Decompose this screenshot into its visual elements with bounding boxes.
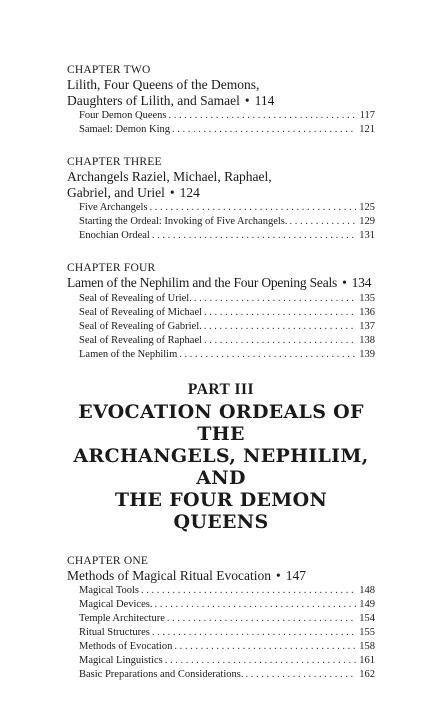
entry-page: 125 <box>359 202 375 213</box>
toc-entry[interactable] <box>67 215 375 229</box>
entry-title: Seal of Revealing of Uriel. <box>79 292 192 304</box>
entry-page: 137 <box>359 320 375 332</box>
chapter-label: CHAPTER THREE <box>67 156 162 168</box>
chapter-title-text: Gabriel, and Uriel <box>67 184 165 200</box>
entry-page: 148 <box>359 585 375 596</box>
chapter-title <box>67 77 375 108</box>
chapter-title-line <box>67 185 375 201</box>
chapter-title <box>67 169 375 200</box>
part-label: PART III <box>187 380 255 398</box>
entry-title: Samael: Demon King <box>79 124 170 135</box>
entry-list <box>67 584 375 682</box>
dot-leader <box>204 334 356 348</box>
chapter-page: 124 <box>179 184 200 200</box>
entry-title: Ritual Structures <box>79 627 150 638</box>
dot-leader <box>165 654 357 668</box>
toc-entry[interactable] <box>67 598 375 612</box>
entry-title: Seal of Revealing of Raphael <box>79 334 203 346</box>
chapter-title-text: Methods of Magical Ritual Evocation <box>67 567 271 583</box>
toc-entry[interactable] <box>67 334 375 348</box>
toc-entry[interactable] <box>67 640 375 654</box>
entry-title: Basic Preparations and Considerations. <box>79 669 244 680</box>
bullet-separator: • <box>342 275 347 290</box>
entry-title: Seal of Revealing of Gabriel. <box>79 320 202 332</box>
chapter-page: 134 <box>351 275 372 290</box>
entry-title: Four Demon Queens <box>79 110 167 121</box>
dot-leader <box>204 320 357 334</box>
chapter-title-line <box>67 275 375 291</box>
toc-entry[interactable] <box>67 229 375 243</box>
toc-entry[interactable] <box>67 668 375 682</box>
entry-title: Enochian Ordeal <box>79 230 150 241</box>
entry-title: Magical Devices. <box>79 599 153 610</box>
chapter-title <box>67 568 375 584</box>
toc-entry[interactable] <box>67 123 375 137</box>
entry-page: 131 <box>359 230 375 241</box>
part-title-line: EVOCATION ORDEALS OF THE <box>78 400 364 445</box>
entry-page: 117 <box>359 110 375 121</box>
chapter-title <box>67 275 375 291</box>
dot-leader <box>154 598 356 612</box>
chapter-four <box>67 262 375 362</box>
entry-page: 121 <box>359 124 375 135</box>
toc-entry[interactable] <box>67 320 375 334</box>
part-title-line: THE FOUR DEMON QUEENS <box>114 488 328 533</box>
entry-list <box>67 109 375 137</box>
dot-leader <box>152 626 356 640</box>
chapter-label: CHAPTER TWO <box>67 64 151 76</box>
part-heading <box>67 381 375 533</box>
entry-page: 129 <box>359 216 375 227</box>
entry-page: 139 <box>359 348 375 360</box>
entry-list <box>67 201 375 243</box>
entry-title: Methods of Evocation <box>79 641 173 652</box>
toc-entry[interactable] <box>67 201 375 215</box>
toc-entry[interactable] <box>67 584 375 598</box>
entry-page: 149 <box>359 599 375 610</box>
chapter-label: CHAPTER FOUR <box>67 262 156 274</box>
toc-entry[interactable] <box>67 348 375 362</box>
toc-entry[interactable] <box>67 292 375 306</box>
toc-entry[interactable] <box>67 306 375 320</box>
entry-title: Seal of Revealing of Michael <box>79 306 203 318</box>
chapter-title-text: Daughters of Lilith, and Samael <box>67 92 240 108</box>
entry-page: 138 <box>359 334 375 346</box>
part-title-line: ARCHANGELS, NEPHILIM, AND <box>73 444 369 489</box>
chapter-title-line <box>67 93 375 109</box>
entry-title: Temple Architecture <box>79 613 165 624</box>
toc-entry[interactable] <box>67 626 375 640</box>
entry-page: 155 <box>359 627 375 638</box>
dot-leader <box>204 306 356 320</box>
entry-page: 135 <box>359 292 375 304</box>
dot-leader <box>141 584 356 598</box>
dot-leader <box>169 109 357 123</box>
dot-leader <box>290 215 357 229</box>
entry-title: Magical Tools <box>79 585 140 596</box>
entry-list <box>67 292 375 362</box>
part-title <box>67 401 375 533</box>
entry-page: 154 <box>359 613 375 624</box>
dot-leader <box>167 612 356 626</box>
dot-leader <box>245 668 356 682</box>
toc-entry[interactable] <box>67 612 375 626</box>
entry-title: Magical Linguistics <box>79 655 163 666</box>
bullet-separator: • <box>275 567 281 583</box>
toc-page <box>67 64 375 701</box>
chapter-title-line: Archangels Raziel, Michael, Raphael, <box>67 169 272 184</box>
entry-title: Starting the Ordeal: Invoking of Five Archangels. <box>79 216 288 227</box>
chapter-title-line: Lilith, Four Queens of the Demons, <box>67 77 260 92</box>
dot-leader <box>194 292 356 306</box>
dot-leader <box>179 348 356 362</box>
entry-title: Five Archangels <box>79 202 148 213</box>
dot-leader <box>152 229 356 243</box>
chapter-title-line <box>67 568 375 584</box>
chapter-two <box>67 64 375 137</box>
entry-page: 161 <box>359 655 375 666</box>
entry-page: 158 <box>359 641 375 652</box>
chapter-page: 114 <box>254 92 275 108</box>
dot-leader <box>150 201 357 215</box>
chapter-label: CHAPTER ONE <box>67 554 149 567</box>
entry-page: 136 <box>359 306 375 318</box>
toc-entry[interactable] <box>67 109 375 123</box>
chapter-title-text: Lamen of the Nephilim and the Four Opening Seals <box>67 275 338 290</box>
bullet-separator: • <box>169 184 175 200</box>
chapter-page: 147 <box>285 567 306 583</box>
entry-page: 162 <box>359 669 375 680</box>
chapter-three <box>67 156 375 243</box>
dot-leader <box>174 640 356 654</box>
entry-title: Lamen of the Nephilim <box>79 348 178 360</box>
bullet-separator: • <box>244 92 250 108</box>
toc-entry[interactable] <box>67 654 375 668</box>
chapter-one <box>67 555 375 683</box>
dot-leader <box>172 123 356 137</box>
